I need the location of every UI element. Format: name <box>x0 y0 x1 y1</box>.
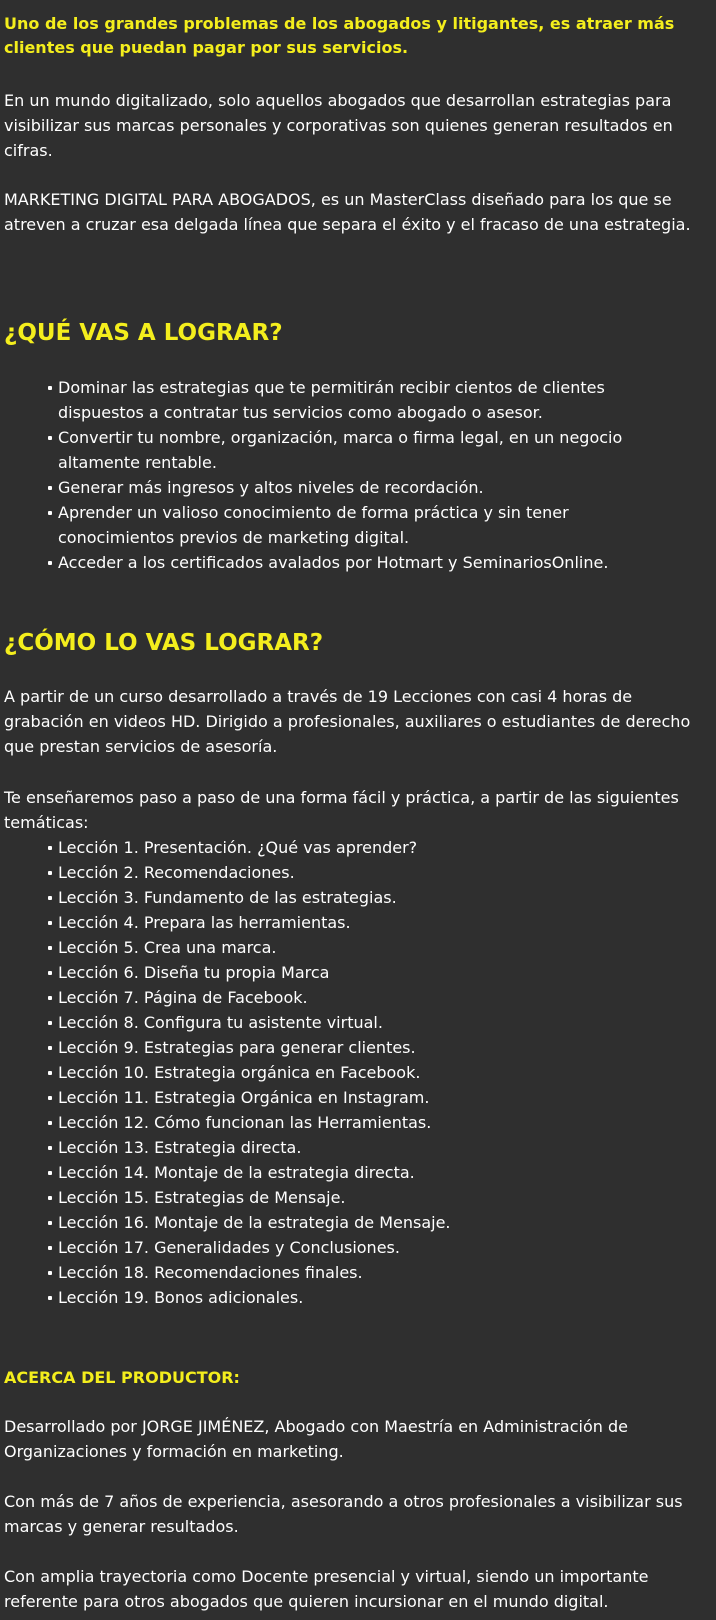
intro-paragraph-2: MARKETING DIGITAL PARA ABOGADOS, es un MasterClass diseñado para los que se atreven a cruzar esa delgada línea que separa el éxito y el fracaso de una estrategia. <box>4 190 691 234</box>
lesson-item: Lección 3. Fundamento de las estrategias. <box>46 885 666 910</box>
method-heading: ¿CÓMO LO VAS LOGRAR? <box>4 630 324 656</box>
producer-paragraph-3: Con amplia trayectoria como Docente presencial y virtual, siendo un importante referente para otros abogados que quieren incursionar en el mundo digital. <box>4 1567 649 1611</box>
lesson-item: Lección 18. Recomendaciones finales. <box>46 1260 666 1285</box>
lesson-item: Lección 4. Prepara las herramientas. <box>46 910 666 935</box>
producer-heading: ACERCA DEL PRODUCTOR: <box>4 1368 240 1387</box>
lesson-item: Lección 1. Presentación. ¿Qué vas aprender? <box>46 835 666 860</box>
producer-paragraph-1: Desarrollado por JORGE JIMÉNEZ, Abogado con Maestría en Administración de Organizaciones y formación en marketing. <box>4 1417 628 1461</box>
lesson-item: Lección 11. Estrategia Orgánica en Instagram. <box>46 1085 666 1110</box>
lesson-item: Lección 12. Cómo funcionan las Herramientas. <box>46 1110 666 1135</box>
goal-item: Aprender un valioso conocimiento de forma práctica y sin tener conocimientos previos de marketing digital. <box>46 500 666 550</box>
goal-item: Generar más ingresos y altos niveles de recordación. <box>46 475 666 500</box>
lesson-item: Lección 16. Montaje de la estrategia de Mensaje. <box>46 1210 666 1235</box>
lesson-item: Lección 13. Estrategia directa. <box>46 1135 666 1160</box>
producer-paragraph-2: Con más de 7 años de experiencia, asesorando a otros profesionales a visibilizar sus marcas y generar resultados. <box>4 1492 683 1536</box>
intro-paragraph-1: En un mundo digitalizado, solo aquellos abogados que desarrollan estrategias para visibilizar sus marcas personales y corporativas son quienes generan resultados en cifras. <box>4 91 673 160</box>
lesson-item: Lección 17. Generalidades y Conclusiones. <box>46 1235 666 1260</box>
goal-item: Acceder a los certificados avalados por Hotmart y SeminariosOnline. <box>46 550 666 575</box>
lesson-item: Lección 14. Montaje de la estrategia directa. <box>46 1160 666 1185</box>
lesson-item: Lección 7. Página de Facebook. <box>46 985 666 1010</box>
lesson-item: Lección 6. Diseña tu propia Marca <box>46 960 666 985</box>
goal-item: Convertir tu nombre, organización, marca o firma legal, en un negocio altamente rentable. <box>46 425 666 475</box>
lesson-item: Lección 19. Bonos adicionales. <box>46 1285 666 1310</box>
goals-list <box>46 375 666 575</box>
lesson-item: Lección 15. Estrategias de Mensaje. <box>46 1185 666 1210</box>
lessons-list <box>46 835 666 1310</box>
method-paragraph-2: Te enseñaremos paso a paso de una forma fácil y práctica, a partir de las siguientes temáticas: <box>4 788 679 832</box>
lesson-item: Lección 10. Estrategia orgánica en Facebook. <box>46 1060 666 1085</box>
lesson-item: Lección 2. Recomendaciones. <box>46 860 666 885</box>
goal-item: Dominar las estrategias que te permitirán recibir cientos de clientes dispuestos a contratar tus servicios como abogado o asesor. <box>46 375 666 425</box>
lesson-item: Lección 5. Crea una marca. <box>46 935 666 960</box>
intro-lead: Uno de los grandes problemas de los abogados y litigantes, es atraer más clientes que puedan pagar por sus servicios. <box>4 14 675 57</box>
goals-heading: ¿QUÉ VAS A LOGRAR? <box>4 320 283 346</box>
lesson-item: Lección 9. Estrategias para generar clientes. <box>46 1035 666 1060</box>
lesson-item: Lección 8. Configura tu asistente virtual. <box>46 1010 666 1035</box>
method-paragraph-1: A partir de un curso desarrollado a través de 19 Lecciones con casi 4 horas de grabación en videos HD. Dirigido a profesionales, auxiliares o estudiantes de derecho que prestan servicios de asesoría. <box>4 687 691 756</box>
